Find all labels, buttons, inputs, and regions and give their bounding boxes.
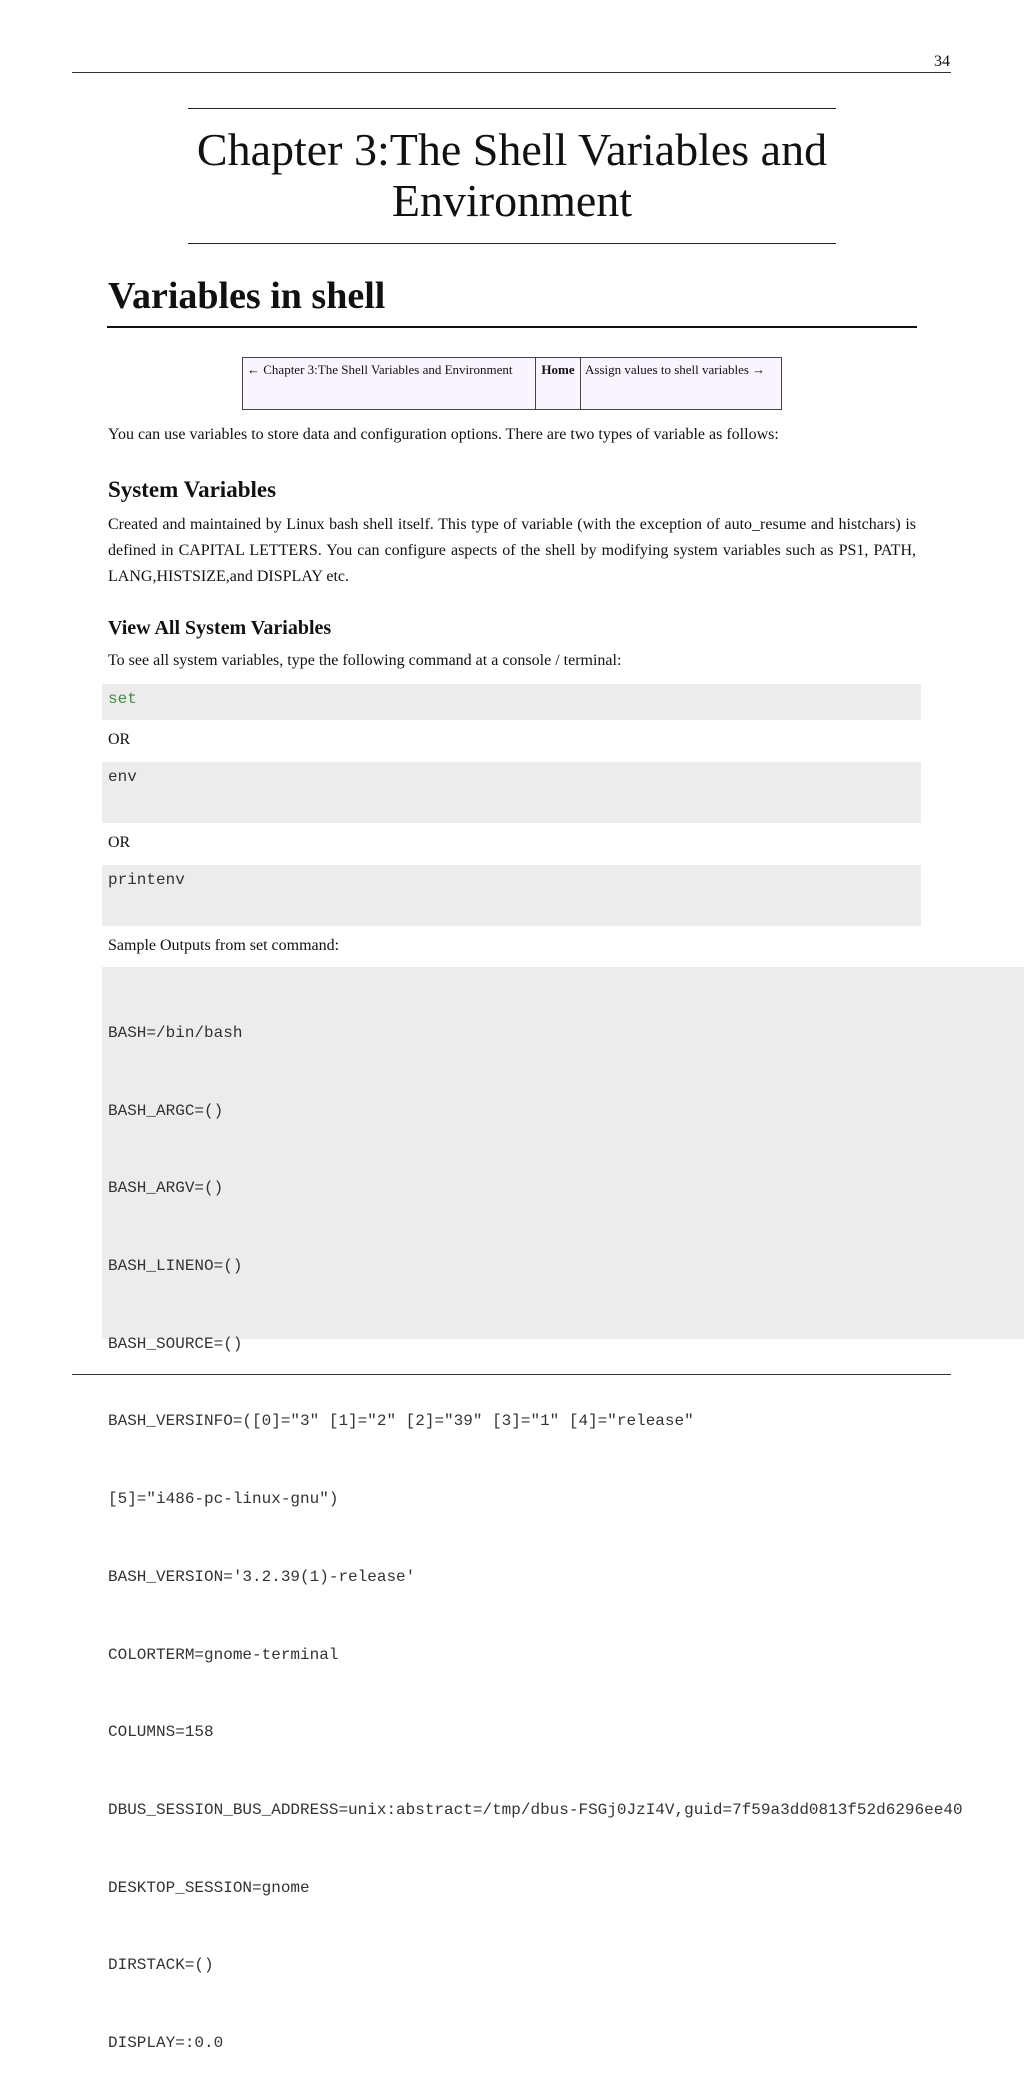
chapter-title-line-1: Chapter 3:The Shell Variables and [196, 124, 828, 175]
chapter-rule-bottom [188, 243, 836, 244]
chapter-rule-top [188, 108, 836, 109]
view-all-paragraph: To see all system variables, type the following command at a console / terminal: [108, 652, 622, 669]
output-line: [5]="i486-pc-linux-gnu") [108, 1490, 339, 1509]
section-rule [107, 326, 917, 328]
sample-output-label: Sample Outputs from set command: [108, 937, 340, 954]
system-variables-paragraph: Created and maintained by Linux bash shell itself. This type of variable (with the exception of auto_resume and histchars) is defined in CAPITAL LETTERS. You can configure aspects of the shell by modifying system variables such as PS1, PATH, LANG,HISTSIZE,and DISPLAY etc. [108, 516, 916, 585]
output-line: BASH_VERSION='3.2.39(1)-release' [108, 1567, 416, 1586]
output-line: DBUS_SESSION_BUS_ADDRESS=unix:abstract=/tmp/dbus-FSGj0JzI4V,guid=7f59a3dd0813f52d6296ee40 [108, 1801, 963, 1819]
sample-output-block [102, 967, 1024, 2053]
intro-paragraph: You can use variables to store data and configuration options. There are two types of variable as follows: [108, 426, 779, 443]
output-line: BASH_SOURCE=() [108, 1334, 243, 1353]
nav-next-link[interactable]: Assign values to shell variables → [585, 362, 766, 377]
chapter-title-line-2: Environment [391, 175, 633, 226]
header-rule [72, 72, 951, 73]
output-line: DIRSTACK=() [108, 1956, 214, 1975]
nav-prev-link[interactable]: ← Chapter 3:The Shell Variables and Environment [243, 358, 536, 409]
output-line: BASH_ARGC=() [108, 1101, 224, 1120]
code-set: set [102, 684, 921, 720]
output-line: BASH_VERSINFO=([0]="3" [1]="2" [2]="39" [3]="1" [4]="release" [108, 1412, 694, 1431]
output-line: BASH=/bin/bash [108, 1023, 243, 1042]
section-title: Variables in shell [108, 275, 386, 317]
output-line: COLUMNS=158 [108, 1723, 214, 1742]
output-line: COLORTERM=gnome-terminal [108, 1645, 339, 1664]
code-printenv: printenv [102, 865, 921, 926]
output-line: BASH_LINENO=() [108, 1256, 243, 1275]
output-line: DESKTOP_SESSION=gnome [108, 1878, 310, 1897]
page-number: 34 [934, 53, 950, 70]
code-env: env [102, 762, 921, 823]
navigation-table [242, 357, 782, 410]
view-all-heading: View All System Variables [108, 617, 332, 639]
footer-rule [72, 1374, 951, 1375]
output-line: DISPLAY=:0.0 [108, 2034, 224, 2053]
or-text-1: OR [108, 731, 131, 748]
system-variables-heading: System Variables [108, 477, 277, 502]
or-text-2: OR [108, 834, 131, 851]
nav-home-link[interactable]: Home [536, 358, 581, 409]
output-line: BASH_ARGV=() [108, 1179, 224, 1198]
chapter-title [188, 124, 836, 226]
